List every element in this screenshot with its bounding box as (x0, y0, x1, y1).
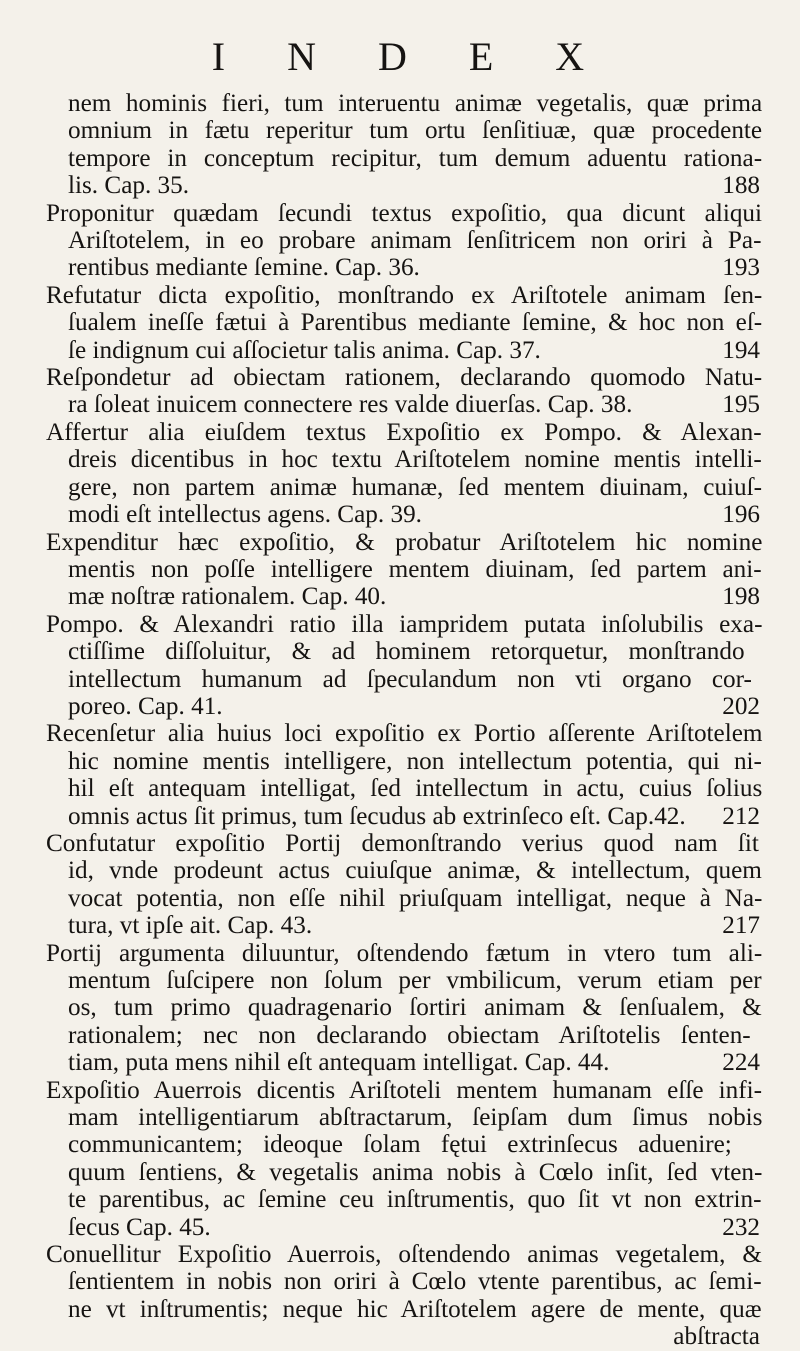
entry-page-number: 217 (722, 912, 760, 940)
entry-last-line (46, 391, 762, 418)
entry-last-line (46, 1049, 762, 1076)
entry-chapter: lis. Cap. 35. (68, 172, 190, 200)
entry-line: vocat potentia, non eſſe nihil priuſquam intelligat, neque à Na- (68, 884, 763, 912)
entry-line: Reſpondetur ad obiectam rationem, declarando quomodo Natu- (46, 364, 763, 392)
entry-last-line (46, 1214, 762, 1241)
entry-line: gere, non partem animæ humanæ, ſed mentem diuinam, cuiuſ- (68, 473, 763, 501)
entry-line: mam intelligentiarum abſtractarum, ſeipſam dum ſimus nobis (68, 1104, 763, 1132)
entry-line: Confutatur expoſitio Portij demonſtrando verius quod nam ſit (46, 829, 759, 857)
entry-line: ſentientem in nobis non oriri à Cœlo vtente parentibus, ac ſemi- (68, 1268, 762, 1296)
entry-line: dreis dicentibus in hoc textu Ariſtotelem nomine mentis intelli- (68, 446, 762, 474)
entry-last-line (46, 501, 762, 528)
entry-page-number: 232 (722, 1213, 760, 1241)
entry-last-line (46, 803, 762, 830)
entry-page-number: 212 (722, 802, 760, 830)
entry-page-number: 202 (722, 692, 760, 720)
entry-line: Proponitur quædam ſecundi textus expoſitio, qua dicunt aliqui (46, 199, 763, 227)
entry-line: Expenditur hæc expoſitio, & probatur Ariſtotelem hic nomine (46, 528, 763, 556)
entry-line: intellectum humanum ad ſpeculandum non vti organo cor- (68, 665, 752, 693)
entry-line: ſualem ineſſe fætui à Parentibus mediante ſemine, & hoc non eſ- (68, 309, 763, 337)
index-entry (46, 830, 762, 940)
entry-line: nem hominis fieri, tum interuentu animæ vegetalis, quæ prima (68, 90, 763, 117)
entry-page-number: 196 (722, 501, 760, 529)
entry-page-number: 193 (722, 254, 760, 282)
entry-chapter: mæ noſtræ rationalem. Cap. 40. (68, 583, 387, 611)
entry-chapter: ſe indignum cui aſſocietur talis anima. Cap. 37. (68, 336, 541, 364)
entry-chapter: tiam, puta mens nihil eſt antequam intelligat. Cap. 44. (68, 1049, 610, 1077)
index-entry (46, 529, 762, 611)
index-entry (46, 1241, 762, 1323)
entry-chapter: modi eſt intellectus agens. Cap. 39. (68, 501, 422, 529)
entry-chapter: tura, vt ipſe ait. Cap. 43. (68, 912, 313, 940)
entry-chapter: rentibus mediante ſemine. Cap. 36. (68, 254, 420, 282)
entry-line: omnium in fætu reperitur tum ortu ſenſitiuæ, quæ procedente (68, 117, 763, 145)
entry-last-line (46, 254, 762, 281)
entry-line: tempore in conceptum recipitur, tum demum aduentu rationa- (68, 144, 763, 172)
entry-line: mentis non poſſe intelligere mentem diuinam, ſed partem ani- (68, 555, 762, 583)
page-title: I N D E X (211, 34, 611, 79)
entry-last-line (46, 583, 762, 610)
entry-chapter: omnis actus ſit primus, tum ſecudus ab extrinſeco eſt. Cap.42. (68, 802, 686, 830)
entry-line: quum ſentiens, & vegetalis anima nobis à Cœlo inſit, ſed vten- (68, 1158, 763, 1186)
entry-line: mentum ſuſcipere non ſolum per vmbilicum, verum etiam per (68, 967, 762, 994)
index-entry (46, 940, 762, 1077)
index-entry (46, 90, 762, 200)
entry-page-number: 188 (722, 172, 760, 200)
entry-line: Recenſetur alia huius loci expoſitio ex Portio aſſerente Ariſtotelem (46, 720, 763, 748)
entry-chapter: poreo. Cap. 41. (68, 692, 223, 720)
entry-page-number: 195 (722, 391, 760, 419)
entry-line: os, tum primo quadragenario ſortiri animam & ſenſualem, & (68, 994, 762, 1022)
entry-line: Ariſtotelem, in eo probare animam ſenſitricem non oriri à Pa- (68, 227, 762, 255)
entry-chapter: ſecus Cap. 45. (68, 1213, 211, 1241)
entry-line: te parentibus, ac ſemine ceu inſtrumentis, quo ſit vt non extrin- (68, 1186, 762, 1214)
entry-line: id, vnde prodeunt actus cuiuſque animæ, & intellectum, quem (68, 857, 762, 885)
entry-page-number: 194 (722, 336, 760, 364)
catchword: abſtracta (673, 1323, 760, 1351)
entry-line: hic nomine mentis intelligere, non intellectum potentia, qui ni- (68, 747, 762, 775)
index-entry (46, 364, 762, 419)
index-entry (46, 200, 762, 282)
entry-line: Portij argumenta diluuntur, oſtendendo fætum in vtero tum ali- (46, 939, 763, 967)
entry-last-line (46, 693, 762, 720)
index-entry (46, 282, 762, 364)
entry-last-line (46, 337, 762, 364)
entry-line: communicantem; ideoque ſolam fętui extrinſecus aduenire; (68, 1131, 732, 1159)
entry-line: ne vt inſtrumentis; neque hic Ariſtotelem agere de mente, quæ (68, 1295, 762, 1323)
entry-page-number: 224 (722, 1049, 760, 1077)
entry-line: Expoſitio Auerrois dicentis Ariſtoteli mentem humanam eſſe infi- (46, 1076, 763, 1104)
entry-page-number: 198 (722, 583, 760, 611)
index-entry (46, 611, 762, 721)
entry-last-line (46, 172, 762, 199)
index-entry (46, 720, 762, 830)
entry-line: rationalem; nec non declarando obiectam Ariſtotelis ſenten- (68, 1021, 751, 1049)
entry-line: ctiſſime diſſoluitur, & ad hominem retorquetur, monſtrando (68, 638, 745, 666)
entry-line: Affertur alia eiuſdem textus Expoſitio ex Pompo. & Alexan- (46, 418, 762, 446)
entry-line: hil eſt antequam intelligat, ſed intellectum in actu, cuius ſolius (68, 775, 763, 803)
index-entry (46, 1077, 762, 1241)
entry-chapter: ra ſoleat inuicem connectere res valde diuerſas. Cap. 38. (68, 391, 633, 419)
entry-line: Refutatur dicta expoſitio, monſtrando ex Ariſtotele animam ſen- (46, 281, 763, 309)
entry-line: Pompo. & Alexandri ratio illa iampridem putata inſolubilis exa- (46, 610, 763, 638)
index-entries (46, 90, 762, 1323)
entry-last-line (46, 912, 762, 939)
entry-line: Conuellitur Expoſitio Auerrois, oſtendendo animas vegetalem, & (46, 1241, 762, 1269)
index-entry (46, 419, 762, 529)
